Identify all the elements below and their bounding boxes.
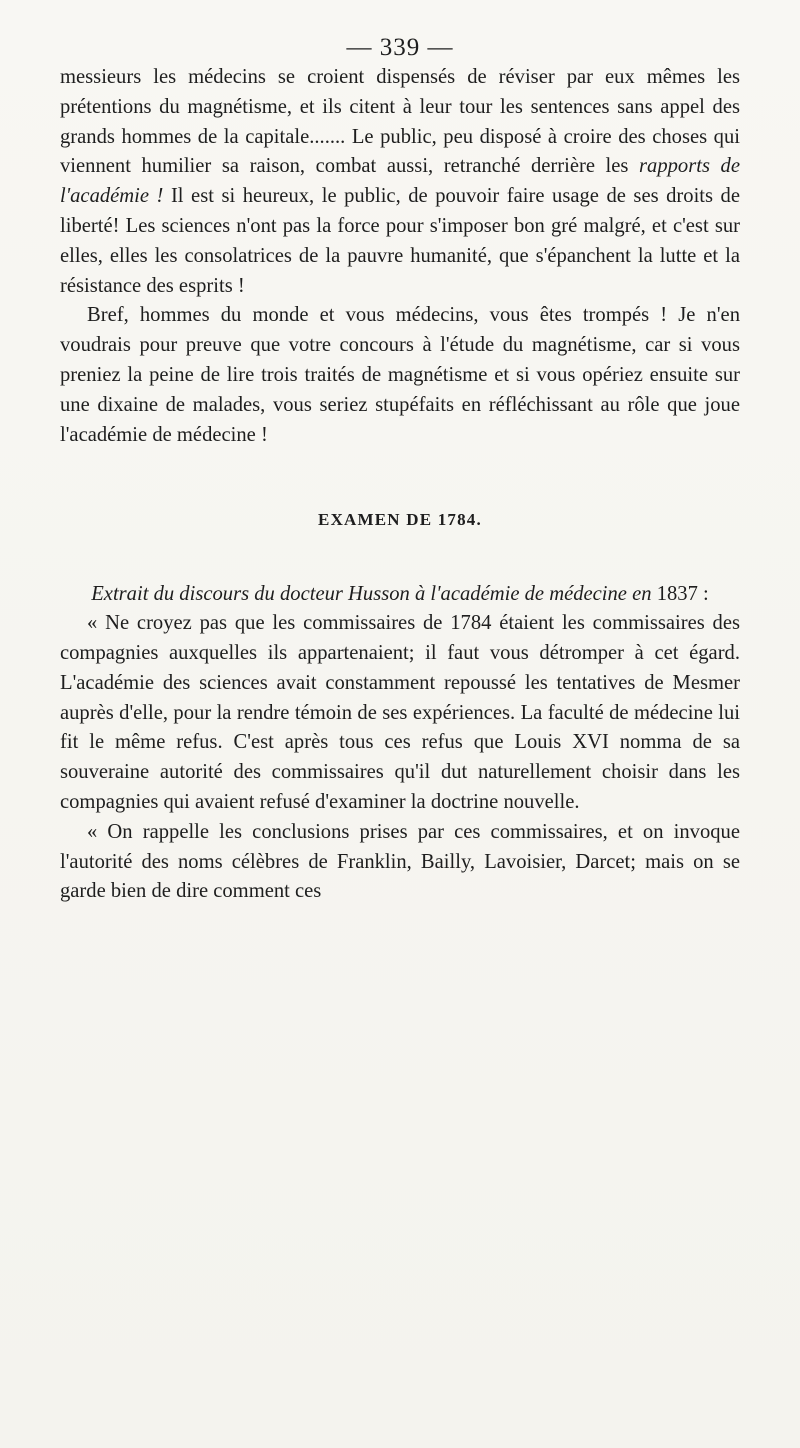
body-text: [60, 63, 740, 907]
paragraph-1-tail: Il est si heureux, le public, de pouvoir faire usage de ses droits de liberté! Les sciences n'ont pas la force pour s'imposer bon gré malgré, et c'est sur elles, elles les consolatrices de la pauvre humanité, que s'épanchent la lutte et la résistance des esprits !: [60, 185, 740, 297]
paragraph-1: [60, 63, 740, 301]
paragraph-1-text: messieurs les médecins se croient dispensés de réviser par eux mêmes les prétentions du magnétisme, et ils citent à leur tour les sentences sans appel des grands hommes de la capitale....... Le public, peu disposé à croire des choses qui viennent humilier sa raison, combat aussi, retranché derrière les: [60, 66, 740, 178]
quote-paragraph-1: « Ne croyez pas que les commissaires de 1784 étaient les commissaires des compagnies auxquelles ils appartenaient; il faut vous détromper à cet égard. L'académie des sciences avait constamment repoussé les tentatives de Mesmer auprès d'elle, pour la rendre témoin de ses expériences. La faculté de médecine lui fit le même refus. C'est après tous ces refus que Louis XVI nomma de sa souveraine autorité des commissaires qu'il dut naturellement choisir dans les compagnies qui avaient refusé d'examiner la doctrine nouvelle.: [60, 612, 740, 813]
quote-paragraph-2: « On rappelle les conclusions prises par ces commissaires, et on invoque l'autorité des noms célèbres de Franklin, Bailly, Lavoisier, Darcet; mais on se garde bien de dire comment ces: [60, 820, 740, 903]
page-number: — 339 —: [346, 34, 454, 61]
section-subtitle: [60, 580, 740, 609]
section-heading: EXAMEN DE 1784.: [318, 510, 482, 530]
subtitle-italic: Extrait du discours du docteur Husson à l'académie de médecine en: [91, 583, 652, 606]
paragraph-1-italic: rapports de l'académie !: [60, 155, 740, 208]
paragraph-2: Bref, hommes du monde et vous médecins, vous êtes trompés ! Je n'en voudrais pour preuve que votre concours à l'étude du magnétisme, car si vous preniez la peine de lire trois traités de magnétisme et si vous opériez ensuite sur une dixaine de malades, vous seriez stupéfaits en réfléchissant au rôle que joue l'académie de médecine !: [60, 304, 740, 446]
subtitle-colon: :: [697, 583, 709, 606]
subtitle-year: 1837: [656, 583, 698, 606]
